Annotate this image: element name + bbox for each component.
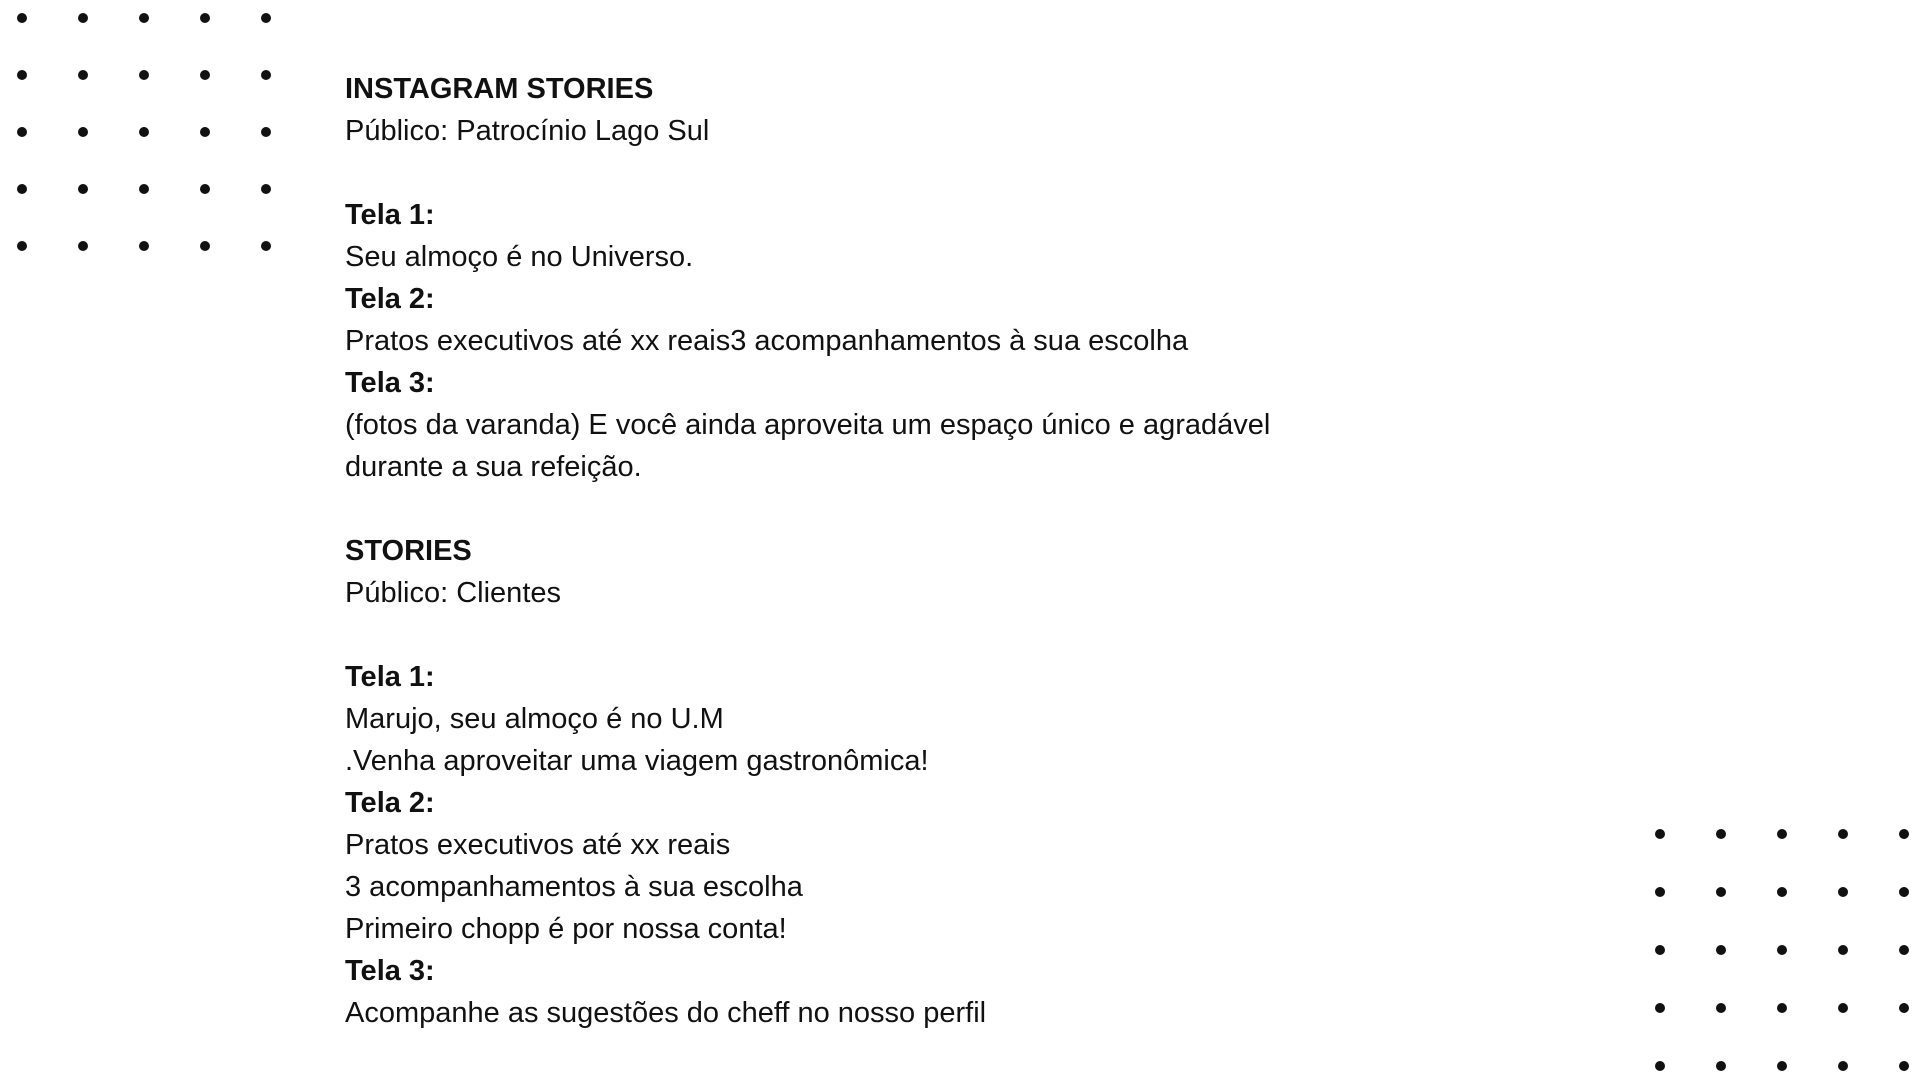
- section-title: INSTAGRAM STORIES: [345, 73, 654, 105]
- screen-label: Tela 1:: [345, 661, 435, 693]
- screen-label: Tela 2:: [345, 787, 435, 819]
- dot: [261, 13, 271, 23]
- dot: [1838, 887, 1848, 897]
- dot: [1899, 1061, 1909, 1071]
- screen-text: Marujo, seu almoço é no U.M: [345, 703, 724, 735]
- decorative-dot-grid-bottom-right: [1655, 829, 1909, 1071]
- dot: [1716, 887, 1726, 897]
- dot: [78, 13, 88, 23]
- dot: [1655, 887, 1665, 897]
- dot: [261, 127, 271, 137]
- dot: [1899, 945, 1909, 955]
- screen-text: Pratos executivos até xx reais: [345, 829, 731, 861]
- dot: [139, 13, 149, 23]
- screen-text: Seu almoço é no Universo.: [345, 241, 694, 273]
- screen-label: Tela 3:: [345, 955, 435, 987]
- screen-label: Tela 2:: [345, 283, 435, 315]
- dot: [261, 241, 271, 251]
- dot: [200, 184, 210, 194]
- dot: [139, 127, 149, 137]
- dot: [1777, 1061, 1787, 1071]
- decorative-dot-grid-top-left: [17, 13, 271, 251]
- spacer: [345, 614, 1345, 656]
- dot: [139, 184, 149, 194]
- dot: [1899, 887, 1909, 897]
- screen-label: Tela 1:: [345, 199, 435, 231]
- audience-text: Público: Clientes: [345, 577, 561, 609]
- dot: [1716, 1003, 1726, 1013]
- dot: [78, 127, 88, 137]
- spacer: [345, 152, 1345, 194]
- dot: [1655, 829, 1665, 839]
- section-title: STORIES: [345, 535, 472, 567]
- screen-text: Pratos executivos até xx reais3 acompanhamentos à sua escolha: [345, 325, 1189, 357]
- dot: [1777, 829, 1787, 839]
- dot: [1716, 1061, 1726, 1071]
- dot: [1838, 1061, 1848, 1071]
- screen-text: durante a sua refeição.: [345, 451, 642, 483]
- dot: [78, 241, 88, 251]
- screen-text: Primeiro chopp é por nossa conta!: [345, 913, 787, 945]
- dot: [78, 70, 88, 80]
- dot: [1899, 1003, 1909, 1013]
- dot: [261, 184, 271, 194]
- dot: [17, 241, 27, 251]
- dot: [78, 184, 88, 194]
- dot: [1838, 829, 1848, 839]
- dot: [17, 127, 27, 137]
- screen-text: .Venha aproveitar uma viagem gastronômica!: [345, 745, 929, 777]
- screen-label: Tela 3:: [345, 367, 435, 399]
- dot: [1777, 887, 1787, 897]
- dot: [1655, 1003, 1665, 1013]
- dot: [1716, 829, 1726, 839]
- dot: [1838, 1003, 1848, 1013]
- dot: [17, 184, 27, 194]
- screen-text: (fotos da varanda) E você ainda aproveita um espaço único e agradável: [345, 409, 1271, 441]
- screen-text: 3 acompanhamentos à sua escolha: [345, 871, 803, 903]
- dot: [200, 13, 210, 23]
- dot: [1655, 1061, 1665, 1071]
- dot: [1716, 945, 1726, 955]
- dot: [17, 70, 27, 80]
- dot: [261, 70, 271, 80]
- dot: [200, 127, 210, 137]
- dot: [1899, 829, 1909, 839]
- dot: [1777, 1003, 1787, 1013]
- dot: [200, 70, 210, 80]
- dot: [200, 241, 210, 251]
- section-instagram-stories: [345, 68, 1345, 488]
- dot: [1655, 945, 1665, 955]
- dot: [139, 241, 149, 251]
- section-stories: [345, 530, 1345, 1034]
- dot: [1777, 945, 1787, 955]
- dot: [139, 70, 149, 80]
- spacer: [345, 488, 1345, 530]
- dot: [1838, 945, 1848, 955]
- screen-text: Acompanhe as sugestões do cheff no nosso perfil: [345, 997, 987, 1029]
- audience-text: Público: Patrocínio Lago Sul: [345, 115, 710, 147]
- document-body: [345, 68, 1345, 1034]
- dot: [17, 13, 27, 23]
